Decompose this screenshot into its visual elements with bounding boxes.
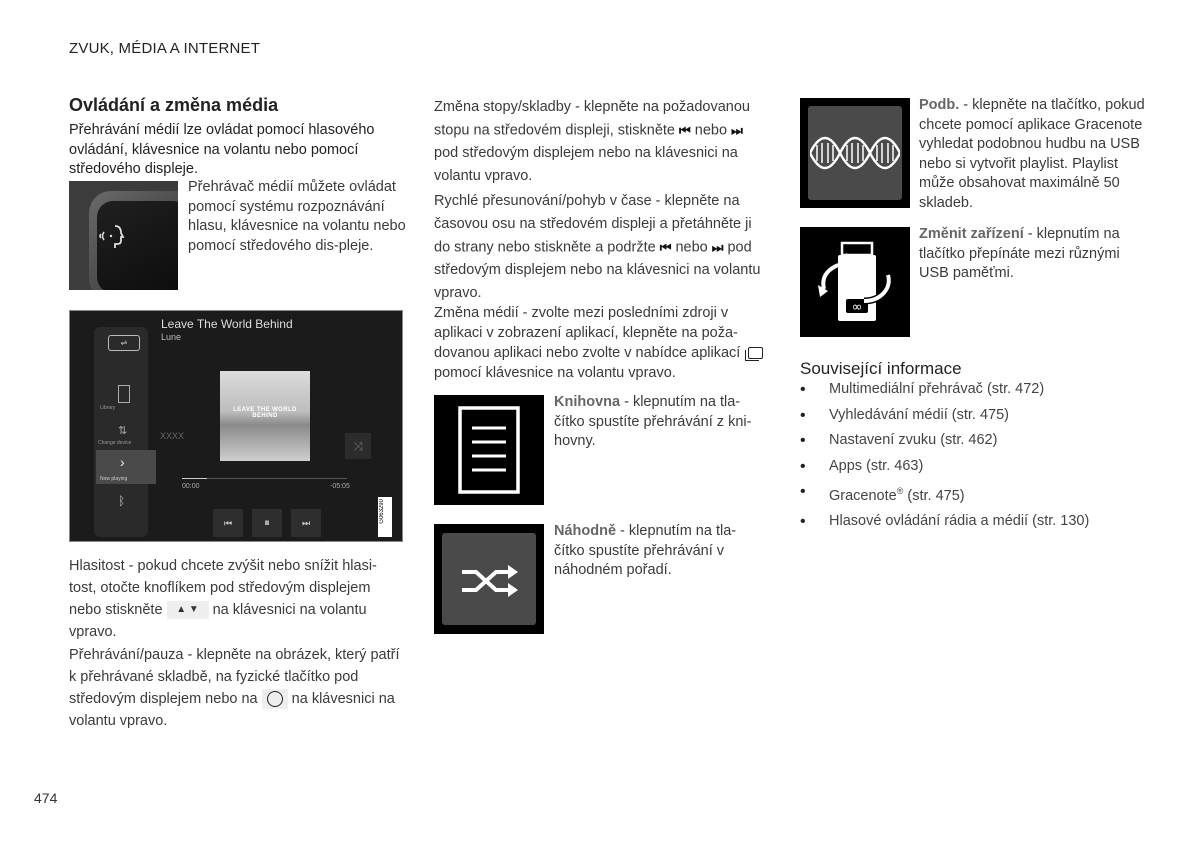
app-menu-icon <box>744 345 766 361</box>
voice-button-photo <box>69 181 178 290</box>
screen-side-change: Change device <box>98 440 132 446</box>
svg-text:∞: ∞ <box>851 300 863 315</box>
play-lead: Přehrávání/pauza <box>69 647 184 663</box>
track-change-paragraph <box>434 96 769 188</box>
media-text-b: pomocí klávesnice na volantu vpravo. <box>434 365 676 381</box>
media-player-screenshot <box>69 310 403 542</box>
gracenote-page: (str. 475) <box>903 487 965 504</box>
total-time: -05:05 <box>330 483 350 490</box>
change-device-tile <box>800 227 910 337</box>
next-track-icon: ⏭ <box>291 509 321 537</box>
related-link[interactable]: • Apps (str. 463) <box>800 454 1160 480</box>
library-icon <box>458 406 520 494</box>
image-code: G063290 <box>379 499 385 524</box>
seek-text-b: nebo <box>675 239 708 256</box>
prev-track-icon: ⏮ <box>213 509 243 537</box>
change-device-text <box>919 225 1149 284</box>
change-device-small-icon: ⇅ <box>118 425 128 437</box>
seek-lead: Rychlé přesunování/pohyb v čase <box>434 193 652 209</box>
screen-side-now: Now playing <box>100 476 128 482</box>
gracenote-label: Gracenote <box>829 487 897 504</box>
track-artist: Lune <box>161 332 182 342</box>
media-change-paragraph <box>434 303 769 383</box>
similar-lead: Podb. <box>919 97 960 113</box>
bluetooth-icon: ᛒ <box>118 494 126 508</box>
volume-text-a: - pokud chcete zvýšit nebo snížit hlasi-tost, otočte knoflíkem pod středovým displejem nebo stiskněte <box>69 558 377 618</box>
fast-forward-icon: ⏭ <box>711 240 724 255</box>
next-track-icon: ⏭ <box>731 123 743 138</box>
library-small-icon <box>118 385 130 403</box>
track-title: Leave The World Behind <box>161 317 293 331</box>
seek-paragraph <box>434 190 769 305</box>
volume-paragraph <box>69 555 399 643</box>
track-text-c: pod středovým displejem nebo na klávesnici na volantu vpravo. <box>434 145 738 185</box>
track-lead: Změna stopy/skladby <box>434 99 572 115</box>
shuffle-desc: - klepnutím na tla-čítko spustíte přehrávání v náhodném pořadí. <box>554 523 737 578</box>
dna-icon <box>810 136 900 170</box>
related-link[interactable]: • Hlasové ovládání rádia a médií (str. 130) <box>800 509 1160 535</box>
chapter-header: ZVUK, MÉDIA A INTERNET <box>69 40 261 57</box>
related-link-gracenote[interactable] <box>800 479 1160 509</box>
related-heading: Související informace <box>800 359 962 378</box>
volume-up-down-icon: ▲ ▼ <box>167 601 209 619</box>
registered-mark: ® <box>896 486 904 496</box>
similar-text <box>919 96 1149 213</box>
related-link[interactable]: • Nastavení zvuku (str. 462) <box>800 428 1160 454</box>
related-list <box>800 377 1160 535</box>
volume-lead: Hlasitost <box>69 558 125 574</box>
usb-switch-icon <box>818 239 894 325</box>
pause-icon: ⏸ <box>252 509 282 537</box>
track-text-a: - klepněte na požadovanou stopu na středovém displeji, stiskněte <box>434 99 750 139</box>
usb-icon: ⇌ <box>108 335 140 351</box>
change-device-desc: - klepnutím na tlačítko přepínáte mezi různými USB paměťmi. <box>919 226 1120 281</box>
shuffle-icon <box>460 562 520 600</box>
shuffle-lead: Náhodně <box>554 523 617 539</box>
voice-control-text: Přehrávač médií můžete ovládat pomocí systému rozpoznávání hlasu, klávesnice na volantu nebo pomocí středového dis-pleje. <box>188 179 406 254</box>
shuffle-small-icon: ⤨ <box>345 433 371 459</box>
play-text-b: na klávesnici na volantu vpravo. <box>69 691 395 729</box>
media-text-a: - zvolte mezi posledními zdroji v aplikaci v zobrazení aplikací, klepněte na poža-dovanou aplikaci nebo zvolte v nabídce aplikací <box>434 305 741 361</box>
page-number: 474 <box>34 790 58 806</box>
similar-tile <box>800 98 910 208</box>
library-text <box>554 393 764 452</box>
related-link[interactable]: • Multimediální přehrávač (str. 472) <box>800 377 1160 403</box>
media-lead: Změna médií <box>434 305 519 321</box>
library-desc: - klepnutím na tla-čítko spustíte přehrávání z kni-hovny. <box>554 394 752 449</box>
voice-control-icon <box>97 221 127 251</box>
previous-track-icon: ⏮ <box>679 123 691 138</box>
library-tile <box>434 395 544 505</box>
prev-placeholder: XXXX <box>160 431 185 441</box>
elapsed-time: 00:00 <box>182 483 200 490</box>
related-link[interactable]: • Vyhledávání médií (str. 475) <box>800 403 1160 429</box>
shuffle-text <box>554 522 764 581</box>
shuffle-tile <box>434 524 544 634</box>
seek-text-a: - klepněte na časovou osu na středovém displeji a přetáhněte ji do strany nebo stiskněte a podržte <box>434 193 752 256</box>
screen-side-library: Library <box>100 405 116 411</box>
play-pause-button-icon <box>262 689 288 709</box>
intro-text: Přehrávání médií lze ovládat pomocí hlasového ovládání, klávesnice na volantu nebo pomocí středového displeje. <box>69 122 375 177</box>
rewind-icon: ⏮ <box>659 240 672 255</box>
track-text-b: nebo <box>694 122 728 139</box>
play-paragraph <box>69 644 409 732</box>
library-lead: Knihovna <box>554 394 621 410</box>
section-heading: Ovládání a změna média <box>69 95 279 115</box>
seek-text-c: pod středovým displejem nebo na klávesnici na volantu vpravo. <box>434 239 761 302</box>
now-playing-chevron-icon: › <box>120 454 125 470</box>
change-device-lead: Změnit zařízení <box>919 226 1024 242</box>
album-art-text: LEAVE THE WORLD BEHIND <box>233 407 297 419</box>
volume-text-b: na klávesnici na volantu vpravo. <box>69 602 367 640</box>
similar-desc: - klepněte na tlačítko, pokud chcete pomocí aplikace Gracenote vyhledat podobnou hudbu na USB nebo si vytvořit playlist. Playlist může obsahovat maximálně 50 skladeb. <box>919 97 1145 211</box>
play-text-a: - klepněte na obrázek, který patří k přehrávané skladbě, na fyzické tlačítko pod středovým displejem nebo na <box>69 647 400 707</box>
album-art <box>220 371 310 461</box>
